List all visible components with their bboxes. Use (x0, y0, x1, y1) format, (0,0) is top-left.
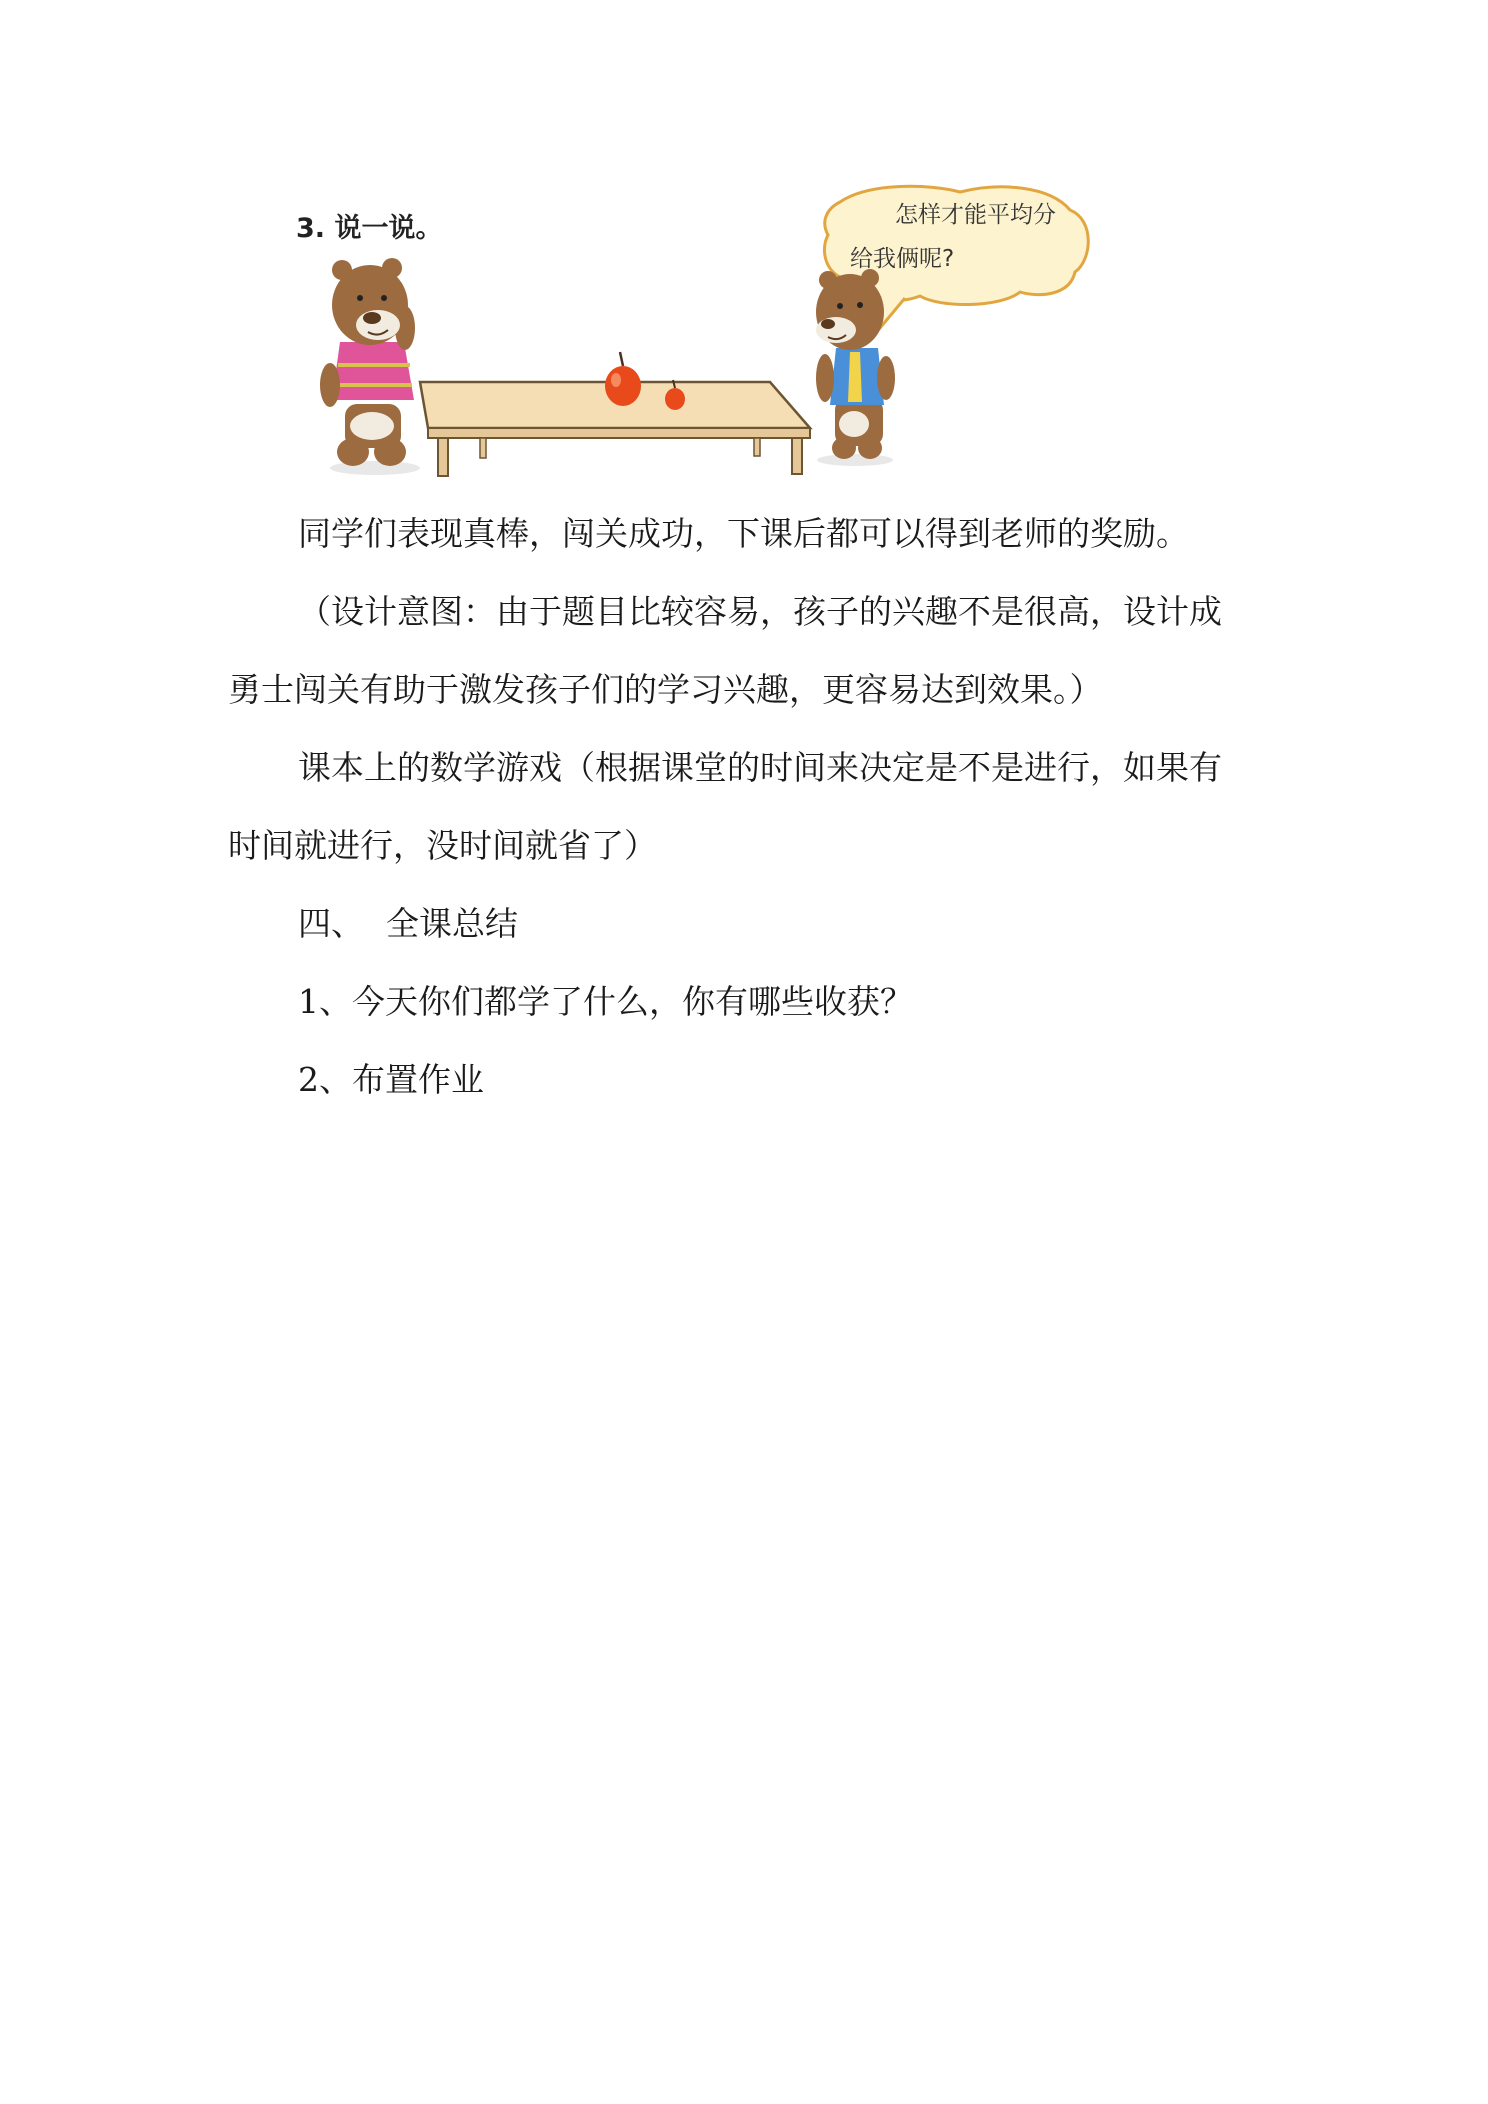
exercise-label: 3. 说一说。 (296, 213, 443, 244)
paragraph-math-game-line-1: 课本上的数学游戏（根据课堂的时间来决定是不是进行，如果有 (298, 748, 1222, 787)
left-bear (320, 258, 420, 475)
paragraph-praise: 同学们表现真棒，闯关成功，下课后都可以得到老师的奖励。 (298, 514, 1189, 553)
big-apple (605, 352, 641, 406)
section-heading (298, 904, 518, 944)
paragraph-math-game-line-2: 时间就进行，没时间就省了） (228, 826, 657, 865)
section-number: 四、 (298, 904, 364, 943)
summary-item-1: 1、今天你们都学了什么，你有哪些收获？ (298, 982, 913, 1021)
speech-bubble-line-1: 怎样才能平均分 (895, 202, 1056, 228)
section-title: 全课总结 (386, 904, 518, 943)
summary-item-2: 2、布置作业 (298, 1060, 484, 1099)
speech-bubble-line-2: 给我俩呢? (850, 246, 955, 272)
paragraph-design-intent-line-1: （设计意图：由于题目比较容易，孩子的兴趣不是很高，设计成 (298, 592, 1222, 631)
paragraph-design-intent-line-2: 勇士闯关有助于激发孩子们的学习兴趣，更容易达到效果。） (228, 670, 1103, 709)
